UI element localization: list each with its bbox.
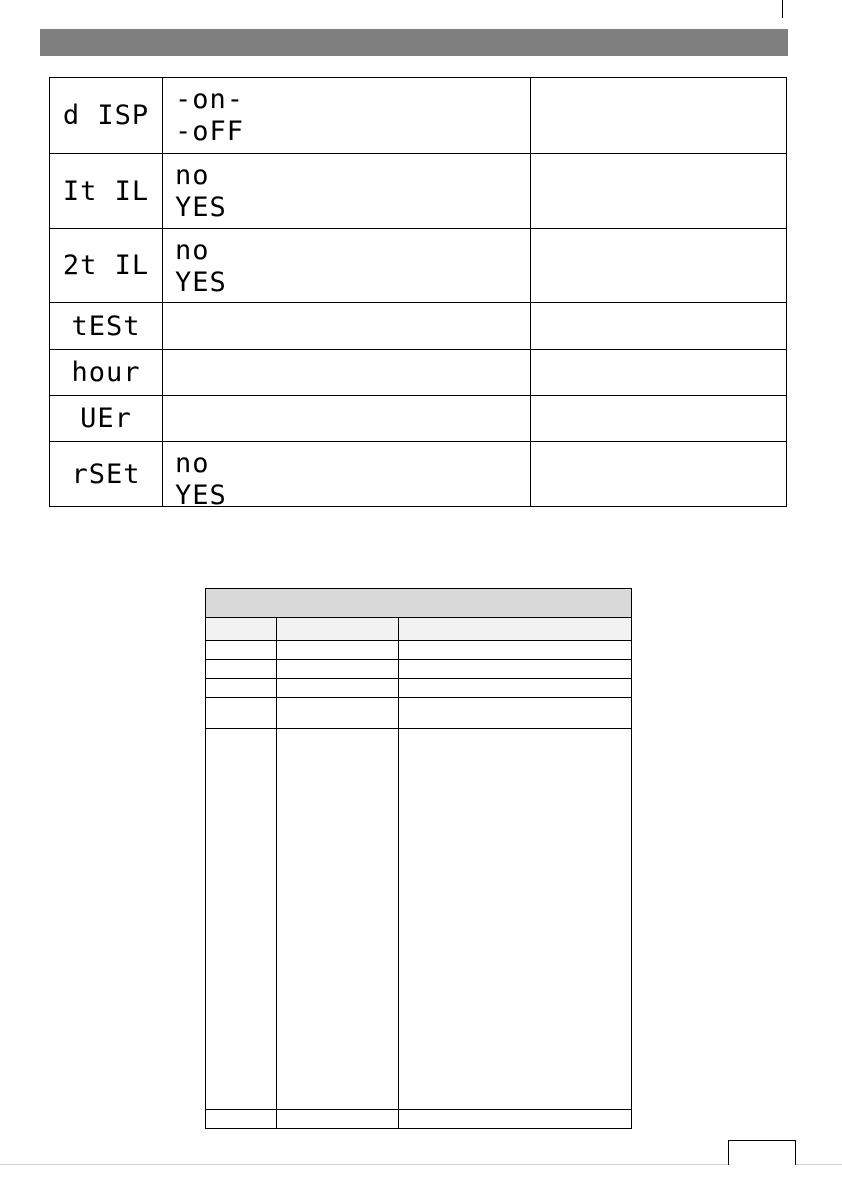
footer-rule [0,1164,842,1165]
table-row [50,303,787,350]
table-title-row [206,589,632,618]
menu-option: YES [175,480,227,511]
crop-mark [782,0,783,18]
menu-option: no [175,160,210,191]
table-row [206,641,632,660]
description-cell [531,303,787,350]
page-number-box [728,1140,796,1165]
table-header-row [206,618,632,641]
description-cell [531,442,787,507]
menu-code: hour [71,357,141,388]
table-row [50,78,787,154]
menu-code: It IL [62,175,150,207]
table-row [50,350,787,396]
table-row [206,698,632,729]
description-cell [531,154,787,229]
display-menu-table [49,77,787,511]
menu-option: -oFF [175,116,245,147]
menu-option: no [175,235,210,266]
table-row [206,1110,632,1129]
table-row [206,679,632,698]
description-cell [531,396,787,442]
table-row [50,229,787,303]
table-row [50,396,787,442]
menu-code: tESt [71,310,141,342]
table-row [206,729,632,1110]
menu-option: no [175,448,210,479]
description-cell [531,350,787,396]
table-row [50,442,787,507]
menu-code: rSEt [71,458,141,490]
description-cell [531,229,787,303]
menu-option: -on- [175,84,245,115]
description-cell [531,78,787,154]
menu-code: 2t IL [62,250,150,281]
menu-code: UEr [80,403,132,434]
table-row [206,660,632,679]
menu-option: YES [175,192,227,223]
menu-code: d ISP [62,100,150,131]
section-header-bar [40,29,788,56]
parameter-table [205,588,632,1129]
menu-option: YES [175,267,227,298]
table-row [50,154,787,229]
